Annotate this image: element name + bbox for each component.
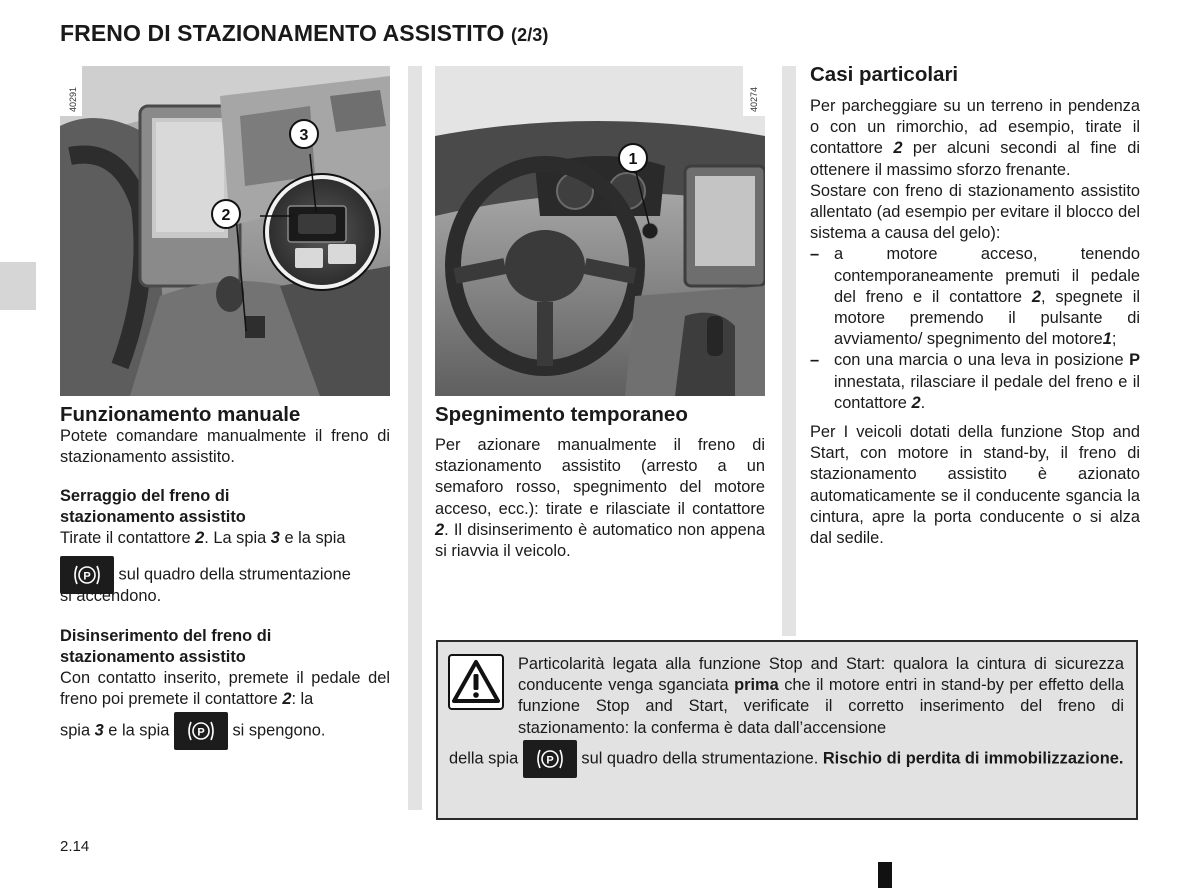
console-photo [60, 66, 390, 396]
figure-start-button [435, 66, 765, 396]
svg-text:P: P [83, 570, 91, 583]
parking-brake-lamp-icon [174, 712, 228, 750]
warning-triangle-icon [448, 654, 504, 710]
warning-text-1: Particolarità legata alla funzione Stop and Start: qualora la cintura di sicurezza conducente venga sganciata prima che il motore entri in stand-by per effetto della funzione Stop and Start, verificate il corretto inserimento del freno di stazionamento: la conferma è data dall’accensione [518, 655, 1124, 737]
warning-text-2: della spia P sul quadro della strumentazione. Rischio di perdita di immobilizzazione. [449, 740, 1125, 778]
list-item: – a motore acceso, tenendo contemporaneamente premuti il pedale del freno e il contattore 2, spegnete il motore premendo il pulsante di avviamento/ spegnimento del motore1; [810, 245, 1140, 349]
text-special-1: Per parcheggiare su un terreno in pendenza o con un rimorchio, ad esempio, tirate il contattore 2 per alcuni secondi al fine di ottenere il massimo sforzo frenante. [810, 97, 1140, 179]
heading-special-cases: Casi particolari [810, 63, 959, 86]
page-title: FRENO DI STAZIONAMENTO ASSISTITO (2/3) [60, 20, 549, 46]
svg-text:P: P [197, 726, 205, 739]
text-release-1: Con contatto inserito, premete il pedale del freno poi premete il contattore 2: la [60, 669, 390, 709]
subheading-release: Disinserimento del freno di stazionamento assistito [60, 627, 272, 667]
text-tightening-3: si accendono. [60, 587, 162, 605]
callout-2: 2 [221, 207, 231, 224]
page-part: (2/3) [510, 25, 549, 45]
intro-manual: Potete comandare manualmente il freno di stazionamento assistito. [60, 427, 390, 467]
svg-text:P: P [546, 754, 554, 767]
parking-brake-lamp-icon [523, 740, 577, 778]
cockpit-photo [435, 66, 765, 396]
callout-1: 1 [628, 151, 638, 168]
figure-parking-brake-switch [60, 66, 390, 396]
special-cases-body [810, 96, 1140, 549]
page-number: 2.14 [60, 838, 90, 855]
text-special-3: Per I veicoli dotati della funzione Stop and Start, con motore in stand-by, il freno di stazionamento assistito è azionato automaticamente se il conducente sgancia la cintura, apre la porta conducente o si alza dal sedile. [810, 423, 1140, 548]
column-gutter-left [408, 66, 422, 810]
figure-number-left: 40291 [68, 86, 78, 112]
text-temporary-shutdown: Per azionare manualmente il freno di stazionamento assistito (arresto a un semaforo rosso, spegnimento del motore acceso, ecc.): tirate e rilasciate il contattore 2. Il disinserimento è automatico non appena si riavvia il veicolo. [435, 436, 765, 561]
subheading-tightening: Serraggio del freno di stazionamento assistito [60, 487, 246, 527]
list-item: – con una marcia o una leva in posizione P innestata, rilasciare il pedale del freno e il contattore 2. [810, 351, 1140, 412]
text-tightening-1: Tirate il contattore 2. La spia 3 e la spia [60, 529, 346, 547]
callout-3: 3 [299, 127, 309, 144]
page-edge-mark [878, 862, 892, 888]
figure-number-middle: 40274 [749, 86, 759, 112]
text-special-2: Sostare con freno di stazionamento assistito allentato (ad esempio per evitare il blocco del sistema a causa del gelo): [810, 181, 1140, 243]
column-gutter-right [782, 66, 796, 636]
text-tightening-2: P sul quadro della strumentazione [60, 556, 390, 594]
heading-manual-operation: Funzionamento manuale [60, 403, 301, 426]
special-cases-list [810, 244, 1140, 414]
heading-temporary-shutdown: Spegnimento temporaneo [435, 403, 688, 426]
chapter-tab [0, 262, 36, 310]
text-release-2: spia 3 e la spia P si spengono. [60, 712, 390, 750]
